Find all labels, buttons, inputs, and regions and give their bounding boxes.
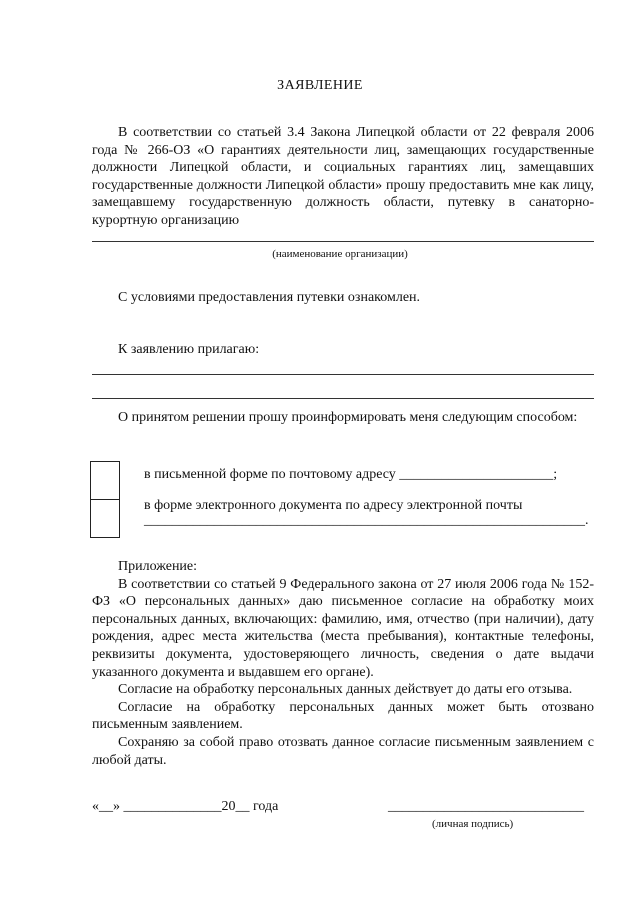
document-title: ЗАЯВЛЕНИЕ [277,78,363,93]
intro-text: В соответствии со статьей 3.4 Закона Липецкой области от 22 февраля 2006 года № 266-ОЗ «О гарантиях деятельности лиц, замещающих государственные должности Липецкой области, и социальных гарантиях лиц, замещавших государственные должности Липецкой области» прошу предоставить мне как лицу, замещавшему государственную должность области, путевку в санаторно-курортную организацию [92,125,594,228]
email-checkbox[interactable] [91,500,119,538]
appendix-paragraph-1 [92,576,594,682]
attachments-label: К заявлению прилагаю: [118,342,260,357]
appendix-heading-text: Приложение: [118,559,198,574]
attachments-line-2[interactable] [92,398,594,399]
conditions-text: С условиями предоставления путевки ознакомлен. [118,290,421,305]
appendix-section [92,558,594,769]
option-email-address-line: _______________________________________________________________. [144,513,589,528]
postal-checkbox[interactable] [91,462,119,500]
notify-paragraph [92,409,594,427]
appendix-heading [92,558,594,576]
signature-caption: (личная подпись) [432,818,514,830]
appendix-paragraph-4 [92,734,594,769]
appendix-paragraph-3 [92,699,594,734]
appendix-paragraph-4-text: Сохраняю за собой право отозвать данное согласие письменным заявлением с любой даты. [92,734,594,768]
date-field[interactable]: «__» ______________20__ года [92,799,279,814]
option-email: в форме электронного документа по адресу электронной почты [144,498,523,513]
appendix-paragraph-3-text: Согласие на обработку персональных данных может быть отозвано письменным заявлением. [92,699,594,733]
attachments-line-1[interactable] [92,374,594,375]
intro-paragraph [92,124,594,230]
option-postal: в письменной форме по почтовому адресу ______________________; [144,467,558,482]
appendix-paragraph-2 [92,681,594,699]
notification-checkboxes [90,461,120,538]
appendix-paragraph-2-text: Согласие на обработку персональных данных действует до даты его отзыва. [118,682,573,698]
notify-text: О принятом решении прошу проинформировать меня следующим способом: [118,410,578,425]
signature-line[interactable]: ____________________________ [388,799,584,814]
organization-caption: (наименование организации) [272,248,408,260]
appendix-paragraph-1-text: В соответствии со статьей 9 Федерального закона от 27 июля 2006 года № 152-ФЗ «О персональных данных» даю письменное согласие на обработку моих персональных данных, включающих: фамилию, имя, отчество (при наличии), дату рождения, адрес места жительства (места пребывания), контактные телефоны, реквизиты документа, удостоверяющего личность, сведения о дате выдачи указанного документа и выдавшем его органе). [92,576,594,680]
organization-line[interactable] [92,241,594,242]
